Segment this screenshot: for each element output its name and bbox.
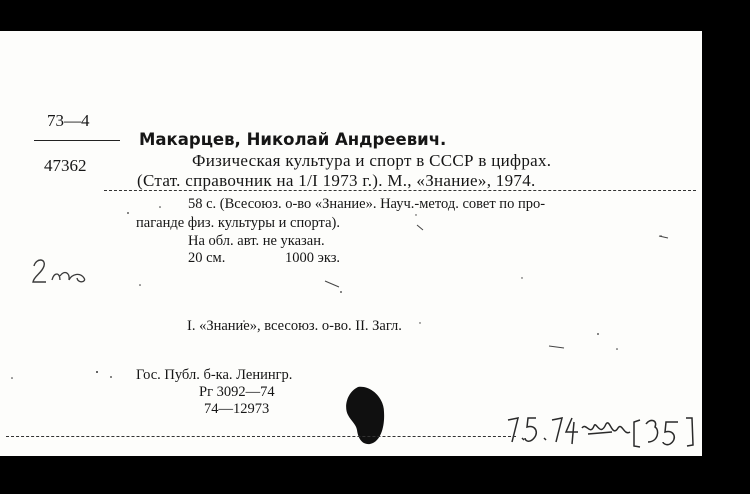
title-line-2: (Стат. справочник на 1/I 1973 г.). М., «Знание», 1974. bbox=[137, 171, 536, 190]
title-underline bbox=[104, 190, 696, 191]
author-heading: Макарцев, Николай Андреевич. bbox=[139, 130, 447, 149]
call-number-divider bbox=[34, 140, 120, 141]
handwritten-mark-right bbox=[500, 412, 702, 456]
call-number-bottom: 47362 bbox=[44, 156, 87, 175]
collation-line-1: 58 с. (Всесоюз. о-во «Знание». Науч.-метод. совет по про- bbox=[188, 196, 546, 212]
library-name: Гос. Публ. б-ка. Ленингр. bbox=[136, 367, 293, 383]
catalog-card bbox=[0, 31, 702, 456]
registration-number: 74—12973 bbox=[204, 401, 270, 417]
tracings: I. «Знание», всесоюз. о-во. II. Загл. bbox=[187, 318, 402, 334]
call-number-top: 73—4 bbox=[47, 111, 90, 130]
size-statement: 20 см. bbox=[188, 250, 226, 266]
bottom-dashed-line bbox=[6, 436, 516, 437]
title-line-1: Физическая культура и спорт в СССР в цифрах. bbox=[192, 151, 552, 170]
collation-line-2: паганде физ. культуры и спорта). bbox=[136, 215, 340, 231]
copies-statement: 1000 экз. bbox=[285, 250, 341, 266]
handwritten-mark-left bbox=[30, 256, 92, 286]
author-note: На обл. авт. не указан. bbox=[188, 233, 325, 249]
register-number: Рг 3092—74 bbox=[199, 384, 275, 400]
